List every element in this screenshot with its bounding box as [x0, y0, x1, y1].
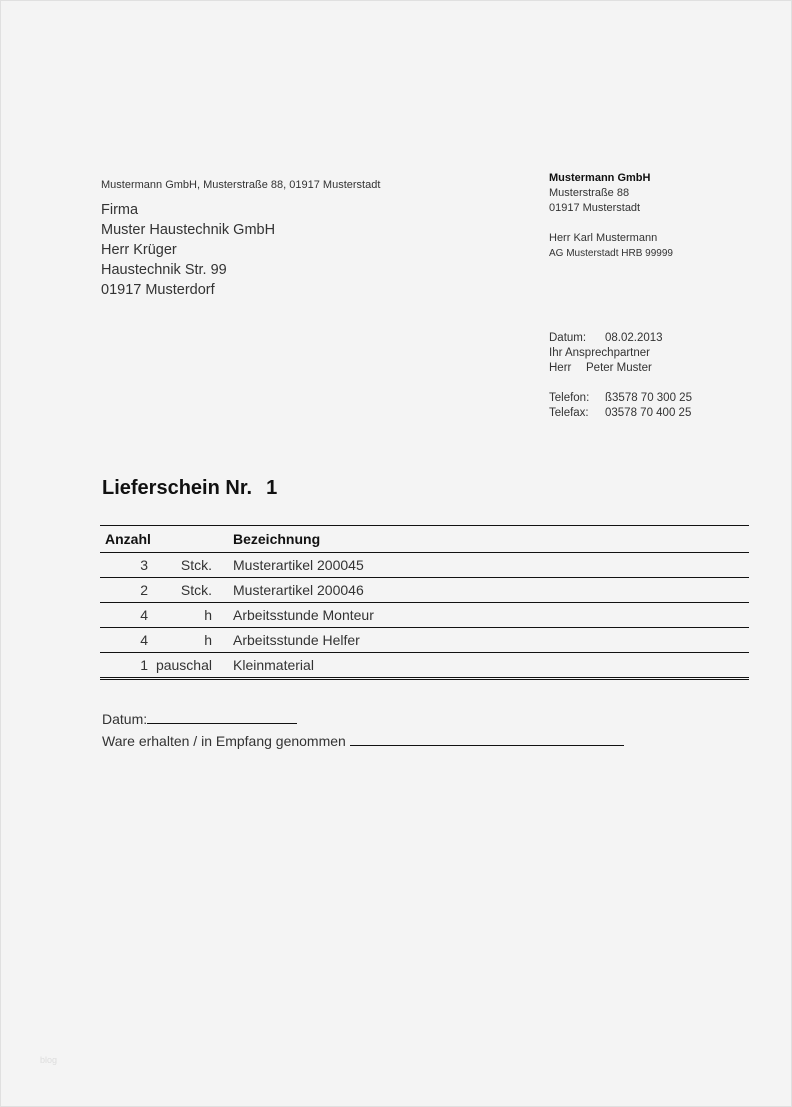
phone-label: Telefon: [549, 392, 590, 404]
recipient-line: 01917 Musterdorf [101, 282, 215, 298]
company-name: Mustermann GmbH [549, 172, 651, 184]
company-info [549, 171, 673, 261]
row-qty: 1 [140, 657, 148, 673]
date-value: 08.02.2013 [605, 332, 663, 344]
row-qty: 3 [140, 557, 148, 573]
fax-value: 03578 70 400 25 [605, 407, 692, 419]
row-qty: 4 [140, 607, 148, 623]
table-header-row [100, 526, 749, 553]
row-unit: h [204, 607, 212, 623]
table-row [100, 603, 749, 628]
recipient-line: Firma [101, 202, 139, 218]
date-row [549, 331, 692, 346]
recipient-line: Herr Krüger [101, 242, 177, 258]
recipient-address [101, 200, 275, 300]
signature-receipt-label: Ware erhalten / in Empfang genommen [102, 733, 346, 749]
date-label: Datum: [549, 332, 587, 344]
recipient-line: Muster Haustechnik GmbH [101, 222, 276, 238]
row-unit: pauschal [155, 657, 212, 673]
company-registry: AG Musterstadt HRB 99999 [549, 248, 673, 259]
row-unit: Stck. [180, 557, 212, 573]
partner-label: Ihr Ansprechpartner [549, 347, 651, 359]
signature-date-label: Datum: [102, 711, 148, 727]
table-row [100, 653, 749, 679]
company-manager: Herr Karl Mustermann [549, 232, 658, 244]
document-title [102, 477, 277, 500]
signature-date-line [147, 709, 297, 724]
table-row [100, 628, 749, 653]
header-qty: Anzahl [105, 531, 151, 547]
fax-label: Telefax: [549, 407, 589, 419]
signature-receipt [102, 731, 624, 749]
fax-row [549, 406, 692, 421]
title-text: Lieferschein Nr. [102, 477, 253, 499]
sender-return-address: Mustermann GmbH, Musterstraße 88, 01917 Musterstadt [101, 179, 381, 191]
watermark: blog [40, 1055, 58, 1065]
recipient-line: Haustechnik Str. 99 [101, 262, 227, 278]
items-table [100, 525, 749, 680]
table-row [100, 553, 749, 578]
row-desc: Musterartikel 200045 [233, 557, 364, 573]
row-unit: h [204, 632, 212, 648]
signature-receipt-line [350, 731, 624, 746]
partner-row [549, 361, 692, 376]
row-desc: Kleinmaterial [233, 657, 314, 673]
phone-row [549, 391, 692, 406]
row-desc: Arbeitsstunde Helfer [233, 632, 360, 648]
document-number: 1 [266, 477, 278, 499]
contact-block [549, 331, 692, 421]
phone-value: ß3578 70 300 25 [605, 392, 692, 404]
signature-date [102, 709, 297, 727]
company-street: Musterstraße 88 [549, 187, 630, 199]
row-desc: Arbeitsstunde Monteur [233, 607, 374, 623]
row-qty: 4 [140, 632, 148, 648]
partner-salutation: Herr [549, 362, 572, 374]
table-row [100, 578, 749, 603]
partner-name: Peter Muster [586, 362, 652, 374]
row-qty: 2 [140, 582, 148, 598]
header-desc: Bezeichnung [233, 531, 321, 547]
company-city: 01917 Musterstadt [549, 202, 641, 214]
row-unit: Stck. [180, 582, 212, 598]
row-desc: Musterartikel 200046 [233, 582, 364, 598]
